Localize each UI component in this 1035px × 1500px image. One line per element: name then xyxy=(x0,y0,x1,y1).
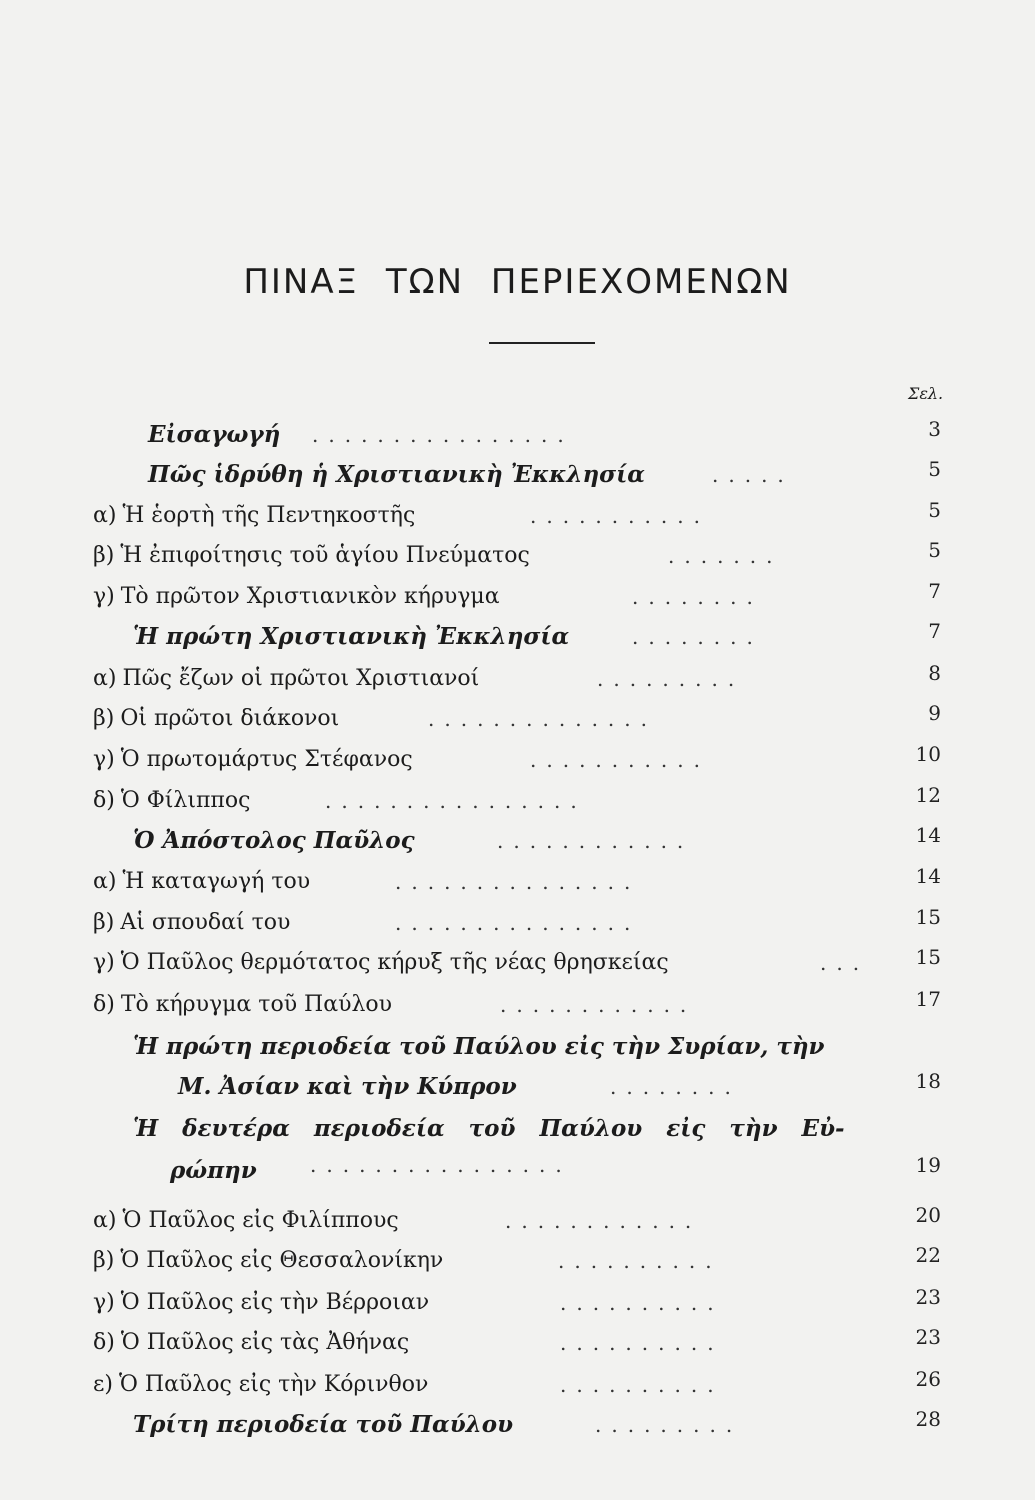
toc-leader: .......... xyxy=(560,1291,724,1315)
toc-page-number: 5 xyxy=(928,538,941,562)
toc-entry-prefix: δ) xyxy=(93,788,115,813)
toc-entry-title: Εἰσαγωγή xyxy=(148,421,281,448)
toc-page-number: 23 xyxy=(915,1325,941,1349)
toc-page-number: 3 xyxy=(928,417,941,441)
toc-entry-title xyxy=(93,867,310,897)
toc-entry[interactable] xyxy=(0,457,1035,500)
toc-entry[interactable] xyxy=(0,701,1035,744)
toc-entry-text: Ἡ ἑορτὴ τῆς Πεντηκοστῆς xyxy=(122,503,416,528)
toc-entry[interactable] xyxy=(0,1325,1035,1368)
toc-leader: ............... xyxy=(395,870,641,894)
toc-entry-prefix: γ) xyxy=(93,584,115,609)
toc-entry-title xyxy=(93,786,250,816)
toc-entry[interactable] xyxy=(0,1032,1035,1112)
toc-entry[interactable] xyxy=(0,1114,1035,1194)
toc-entry-prefix: γ) xyxy=(93,950,115,975)
toc-leader: ........... xyxy=(530,748,710,772)
toc-leader: ............ xyxy=(500,993,697,1017)
toc-entry-text: Ὁ Παῦλος εἰς τὴν Βέρροιαν xyxy=(120,1290,430,1315)
toc-entry-title: Ὁ Ἀπόστολος Παῦλος xyxy=(133,827,415,854)
toc-entry-title-line2: Μ. Ἀσίαν καὶ τὴν Κύπρον xyxy=(178,1073,517,1100)
toc-leader: .......... xyxy=(558,1249,722,1273)
toc-entry-title xyxy=(93,990,392,1020)
toc-entry-prefix: γ) xyxy=(93,1290,115,1315)
toc-leader: ......... xyxy=(597,667,745,691)
toc-leader: .......... xyxy=(560,1331,724,1355)
toc-entry[interactable] xyxy=(0,619,1035,662)
toc-entry-prefix: α) xyxy=(93,503,117,528)
page-title: ΠΙΝΑΞ ΤΩΝ ΠΕΡΙΕΧΟΜΕΝΩΝ xyxy=(243,262,792,302)
toc-leader: ................ xyxy=(312,423,574,447)
toc-entry-prefix: β) xyxy=(93,1248,115,1273)
toc-entry[interactable] xyxy=(0,823,1035,866)
toc-entry-prefix: α) xyxy=(93,1208,117,1233)
toc-entry-text: Τὸ πρῶτον Χριστιανικὸν κήρυγμα xyxy=(120,584,500,609)
toc-leader: ............... xyxy=(395,911,641,935)
toc-entry-text: Τὸ κήρυγμα τοῦ Παύλου xyxy=(120,992,393,1017)
toc-entry[interactable] xyxy=(0,1285,1035,1328)
toc-entry-title-line1: Ἡ πρώτη περιοδεία τοῦ Παύλου εἰς τὴν Συρίαν, τὴν xyxy=(133,1033,825,1060)
toc-entry[interactable] xyxy=(0,987,1035,1030)
toc-leader: ................ xyxy=(310,1153,572,1177)
toc-entry-text: Ἡ ἐπιφοίτησις τοῦ ἁγίου Πνεύματος xyxy=(120,543,530,568)
toc-entry-title: Πῶς ἱδρύθη ἡ Χριστιανικὴ Ἐκκλησία xyxy=(148,461,645,488)
toc-page-number: 26 xyxy=(915,1367,941,1391)
toc-entry-prefix: ε) xyxy=(93,1372,113,1397)
toc-leader: ........ xyxy=(632,585,763,609)
toc-page-number: 10 xyxy=(915,742,941,766)
toc-leader: ............ xyxy=(497,829,694,853)
toc-entry[interactable] xyxy=(0,417,1035,460)
toc-entry-prefix: γ) xyxy=(93,747,115,772)
toc-entry[interactable] xyxy=(0,498,1035,541)
toc-leader: ............ xyxy=(505,1209,702,1233)
toc-entry-title-line1: Ἡ δευτέρα περιοδεία τοῦ Παύλου εἰς τὴν Εὐ- xyxy=(133,1115,845,1142)
toc-leader: .............. xyxy=(428,707,658,731)
toc-page-number: 28 xyxy=(915,1407,941,1431)
toc-leader: ........ xyxy=(610,1075,741,1099)
toc-entry[interactable] xyxy=(0,945,1035,988)
toc-page-number: 5 xyxy=(928,457,941,481)
toc-entry[interactable] xyxy=(0,1243,1035,1286)
toc-entry[interactable] xyxy=(0,905,1035,948)
toc-entry-text: Οἱ πρῶτοι διάκονοι xyxy=(120,706,340,731)
toc-entry-title xyxy=(93,1288,429,1318)
toc-entry[interactable] xyxy=(0,1407,1035,1450)
toc-page-number: 15 xyxy=(915,905,941,929)
toc-entry-prefix: δ) xyxy=(93,1330,115,1355)
toc-leader: ....... xyxy=(668,544,783,568)
toc-entry-text: Ὁ Φίλιππος xyxy=(120,788,251,813)
toc-page-number: 8 xyxy=(928,661,941,685)
toc-entry-title: Ἡ πρώτη Χριστιανικὴ Ἐκκλησία xyxy=(133,623,570,650)
toc-entry-title-line2: ρώπην xyxy=(170,1157,257,1184)
toc-leader: ........... xyxy=(530,504,710,528)
toc-leader: ................ xyxy=(325,789,587,813)
toc-entry[interactable] xyxy=(0,538,1035,581)
toc-entry-prefix: β) xyxy=(93,910,115,935)
toc-entry-text: Αἱ σπουδαί του xyxy=(120,910,291,935)
toc-entry-text: Ὁ πρωτομάρτυς Στέφανος xyxy=(120,747,413,772)
toc-page-number: 15 xyxy=(915,945,941,969)
toc-entry-text: Ὁ Παῦλος εἰς Φιλίππους xyxy=(122,1208,399,1233)
toc-entry-text: Ἡ καταγωγή του xyxy=(122,869,311,894)
toc-entry[interactable] xyxy=(0,864,1035,907)
toc-page-number: 14 xyxy=(915,864,941,888)
toc-page-number: 20 xyxy=(915,1203,941,1227)
toc-leader: ..... xyxy=(712,463,794,487)
toc-leader: ........ xyxy=(632,625,763,649)
toc-entry-title xyxy=(93,1328,409,1358)
toc-entry-title xyxy=(93,582,500,612)
toc-entry-prefix: α) xyxy=(93,666,117,691)
toc-page-number: 5 xyxy=(928,498,941,522)
toc-page-number: 18 xyxy=(915,1069,941,1093)
toc-page-number: 14 xyxy=(915,823,941,847)
toc-entry[interactable] xyxy=(0,1367,1035,1410)
toc-entry-text: Ὁ Παῦλος εἰς τὴν Κόρινθον xyxy=(118,1372,429,1397)
toc-entry-title: Τρίτη περιοδεία τοῦ Παύλου xyxy=(133,1411,514,1438)
toc-page-number: 17 xyxy=(915,987,941,1011)
toc-entry-prefix: β) xyxy=(93,706,115,731)
toc-entry[interactable] xyxy=(0,579,1035,622)
toc-entry-title xyxy=(93,1246,443,1276)
toc-entry-title xyxy=(93,745,413,775)
toc-entry-title xyxy=(93,501,415,531)
toc-entry-title xyxy=(93,908,290,938)
toc-entry[interactable] xyxy=(0,1203,1035,1246)
toc-page-number: 7 xyxy=(928,579,941,603)
toc-entry-text: Ὁ Παῦλος εἰς Θεσσαλονίκην xyxy=(120,1248,444,1273)
toc-entry[interactable] xyxy=(0,661,1035,704)
toc-entry-prefix: β) xyxy=(93,543,115,568)
toc-entry-title xyxy=(93,1370,428,1400)
toc-leader: ......... xyxy=(595,1413,743,1437)
toc-page-number: 12 xyxy=(915,783,941,807)
toc-page-number: 22 xyxy=(915,1243,941,1267)
page-column-label: Σελ. xyxy=(908,384,944,403)
toc-entry[interactable] xyxy=(0,742,1035,785)
toc-entry-title xyxy=(93,664,479,694)
toc-page-number: 9 xyxy=(928,701,941,725)
toc-entry-prefix: α) xyxy=(93,869,117,894)
toc-entry-prefix: δ) xyxy=(93,992,115,1017)
toc-leader: .......... xyxy=(560,1373,724,1397)
toc-entry-text: Πῶς ἔζων οἱ πρῶτοι Χριστιανοί xyxy=(122,666,480,691)
toc-leader: ... xyxy=(820,951,870,975)
toc-entry-title xyxy=(93,948,669,978)
toc-entry[interactable] xyxy=(0,783,1035,826)
toc-entry-text: Ὁ Παῦλος εἰς τὰς Ἀθήνας xyxy=(120,1330,410,1355)
toc-entry-title xyxy=(93,541,530,571)
toc-page-number: 19 xyxy=(915,1153,941,1177)
toc-entry-title xyxy=(93,704,339,734)
toc-entry-text: Ὁ Παῦλος θερμότατος κήρυξ τῆς νέας θρησκείας xyxy=(120,950,669,975)
toc-entry-title xyxy=(93,1206,399,1236)
toc-page-number: 7 xyxy=(928,619,941,643)
toc-page-number: 23 xyxy=(915,1285,941,1309)
